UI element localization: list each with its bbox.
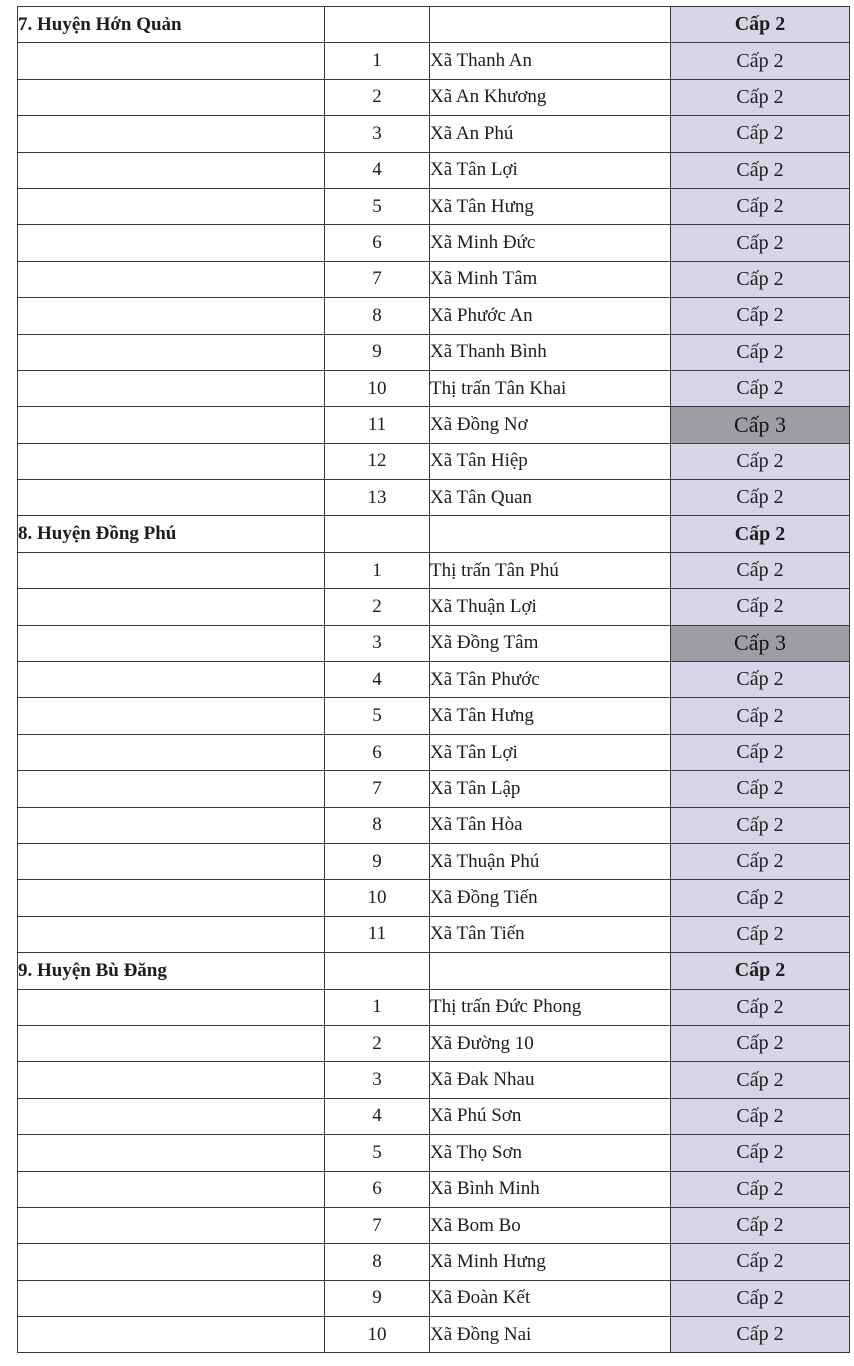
row-number: 2: [325, 1025, 430, 1061]
commune-level: Cấp 2: [671, 843, 850, 879]
commune-level: Cấp 2: [671, 443, 850, 479]
empty-cell: [18, 1171, 325, 1207]
empty-cell: [18, 370, 325, 406]
empty-cell: [18, 1244, 325, 1280]
commune-level: Cấp 2: [671, 370, 850, 406]
empty-cell: [325, 7, 430, 43]
commune-name: Xã Tân Tiến: [430, 916, 671, 952]
table-row: [18, 1062, 850, 1098]
empty-cell: [18, 1098, 325, 1134]
commune-level: Cấp 3: [671, 625, 850, 661]
empty-cell: [18, 1062, 325, 1098]
table-row: [18, 1317, 850, 1353]
table-row: [18, 1098, 850, 1134]
row-number: 3: [325, 625, 430, 661]
commune-name: Xã Thuận Lợi: [430, 589, 671, 625]
table-row: [18, 79, 850, 115]
empty-cell: [18, 698, 325, 734]
empty-cell: [18, 989, 325, 1025]
commune-name: Xã Tân Lập: [430, 771, 671, 807]
empty-cell: [18, 480, 325, 516]
empty-cell: [430, 516, 671, 552]
commune-level: Cấp 2: [671, 334, 850, 370]
district-name: 7. Huyện Hớn Quản: [18, 7, 325, 43]
table-row: [18, 698, 850, 734]
table-row: [18, 843, 850, 879]
commune-level: Cấp 2: [671, 552, 850, 588]
commune-name: Xã Tân Hiệp: [430, 443, 671, 479]
table-row: [18, 734, 850, 770]
table-row: [18, 989, 850, 1025]
commune-name: Xã An Khương: [430, 79, 671, 115]
empty-cell: [18, 116, 325, 152]
empty-cell: [430, 7, 671, 43]
commune-name: Xã Tân Phước: [430, 662, 671, 698]
commune-name: Xã An Phú: [430, 116, 671, 152]
district-level: Cấp 2: [671, 7, 850, 43]
commune-level: Cấp 2: [671, 225, 850, 261]
commune-level: Cấp 2: [671, 1062, 850, 1098]
empty-cell: [18, 843, 325, 879]
empty-cell: [18, 1280, 325, 1316]
row-number: 4: [325, 152, 430, 188]
commune-name: Xã Đak Nhau: [430, 1062, 671, 1098]
district-name: 8. Huyện Đồng Phú: [18, 516, 325, 552]
commune-level: Cấp 2: [671, 1025, 850, 1061]
empty-cell: [325, 953, 430, 989]
row-number: 5: [325, 698, 430, 734]
commune-name: Xã Bom Bo: [430, 1207, 671, 1243]
commune-name: Xã Tân Hưng: [430, 188, 671, 224]
empty-cell: [18, 625, 325, 661]
district-header-row: [18, 953, 850, 989]
district-name: 9. Huyện Bù Đăng: [18, 953, 325, 989]
empty-cell: [18, 880, 325, 916]
commune-name: Xã Đồng Nơ: [430, 407, 671, 443]
commune-name: Xã Phú Sơn: [430, 1098, 671, 1134]
commune-level: Cấp 2: [671, 188, 850, 224]
row-number: 3: [325, 1062, 430, 1098]
empty-cell: [18, 662, 325, 698]
table-row: [18, 225, 850, 261]
commune-level: Cấp 2: [671, 698, 850, 734]
table-row: [18, 370, 850, 406]
row-number: 10: [325, 1317, 430, 1353]
commune-name: Xã Thanh Bình: [430, 334, 671, 370]
row-number: 9: [325, 334, 430, 370]
commune-level: Cấp 2: [671, 79, 850, 115]
table-row: [18, 880, 850, 916]
district-header-row: [18, 7, 850, 43]
commune-name: Thị trấn Đức Phong: [430, 989, 671, 1025]
empty-cell: [18, 1317, 325, 1353]
empty-cell: [18, 1207, 325, 1243]
table-row: [18, 43, 850, 79]
commune-level: Cấp 2: [671, 1171, 850, 1207]
table-row: [18, 407, 850, 443]
row-number: 10: [325, 880, 430, 916]
commune-level: Cấp 2: [671, 298, 850, 334]
row-number: 9: [325, 1280, 430, 1316]
commune-level: Cấp 2: [671, 152, 850, 188]
row-number: 2: [325, 79, 430, 115]
table-row: [18, 1244, 850, 1280]
row-number: 11: [325, 407, 430, 443]
commune-name: Xã Tân Lợi: [430, 152, 671, 188]
row-number: 12: [325, 443, 430, 479]
commune-name: Thị trấn Tân Khai: [430, 370, 671, 406]
table-row: [18, 188, 850, 224]
table-row: [18, 552, 850, 588]
commune-level: Cấp 2: [671, 1317, 850, 1353]
row-number: 1: [325, 43, 430, 79]
row-number: 5: [325, 188, 430, 224]
commune-name: Xã Minh Đức: [430, 225, 671, 261]
district-level: Cấp 2: [671, 516, 850, 552]
row-number: 11: [325, 916, 430, 952]
row-number: 10: [325, 370, 430, 406]
row-number: 1: [325, 989, 430, 1025]
row-number: 8: [325, 1244, 430, 1280]
empty-cell: [325, 516, 430, 552]
commune-level: Cấp 2: [671, 662, 850, 698]
empty-cell: [18, 407, 325, 443]
empty-cell: [18, 734, 325, 770]
table-row: [18, 771, 850, 807]
district-level: Cấp 2: [671, 953, 850, 989]
empty-cell: [18, 334, 325, 370]
commune-name: Thị trấn Tân Phú: [430, 552, 671, 588]
commune-name: Xã Bình Minh: [430, 1171, 671, 1207]
table-row: [18, 1207, 850, 1243]
commune-level: Cấp 2: [671, 916, 850, 952]
commune-name: Xã Đường 10: [430, 1025, 671, 1061]
table-row: [18, 261, 850, 297]
commune-level: Cấp 2: [671, 480, 850, 516]
commune-name: Xã Thọ Sơn: [430, 1135, 671, 1171]
table-row: [18, 662, 850, 698]
row-number: 7: [325, 1207, 430, 1243]
commune-level: Cấp 2: [671, 989, 850, 1025]
table-body: [18, 7, 850, 1353]
table-row: [18, 589, 850, 625]
table-row: [18, 1025, 850, 1061]
commune-level: Cấp 2: [671, 589, 850, 625]
table-row: [18, 1135, 850, 1171]
commune-level: Cấp 2: [671, 1098, 850, 1134]
commune-level: Cấp 2: [671, 1244, 850, 1280]
commune-name: Xã Thuận Phú: [430, 843, 671, 879]
table-row: [18, 807, 850, 843]
table-row: [18, 1171, 850, 1207]
empty-cell: [18, 152, 325, 188]
commune-name: Xã Đoàn Kết: [430, 1280, 671, 1316]
row-number: 4: [325, 662, 430, 698]
row-number: 9: [325, 843, 430, 879]
row-number: 6: [325, 225, 430, 261]
district-header-row: [18, 516, 850, 552]
table-row: [18, 152, 850, 188]
commune-level: Cấp 2: [671, 1135, 850, 1171]
empty-cell: [18, 261, 325, 297]
commune-name: Xã Phước An: [430, 298, 671, 334]
commune-name: Xã Minh Tâm: [430, 261, 671, 297]
empty-cell: [18, 1025, 325, 1061]
empty-cell: [430, 953, 671, 989]
commune-name: Xã Tân Hưng: [430, 698, 671, 734]
empty-cell: [18, 589, 325, 625]
empty-cell: [18, 43, 325, 79]
table-row: [18, 334, 850, 370]
commune-level: Cấp 2: [671, 1207, 850, 1243]
empty-cell: [18, 443, 325, 479]
empty-cell: [18, 916, 325, 952]
table-row: [18, 443, 850, 479]
row-number: 4: [325, 1098, 430, 1134]
commune-name: Xã Tân Lợi: [430, 734, 671, 770]
table-row: [18, 480, 850, 516]
table-row: [18, 116, 850, 152]
commune-level: Cấp 2: [671, 1280, 850, 1316]
commune-name: Xã Minh Hưng: [430, 1244, 671, 1280]
row-number: 6: [325, 734, 430, 770]
row-number: 6: [325, 1171, 430, 1207]
empty-cell: [18, 771, 325, 807]
empty-cell: [18, 1135, 325, 1171]
empty-cell: [18, 298, 325, 334]
commune-level: Cấp 2: [671, 771, 850, 807]
row-number: 8: [325, 807, 430, 843]
row-number: 2: [325, 589, 430, 625]
empty-cell: [18, 188, 325, 224]
empty-cell: [18, 79, 325, 115]
row-number: 8: [325, 298, 430, 334]
empty-cell: [18, 552, 325, 588]
commune-level: Cấp 2: [671, 43, 850, 79]
commune-level: Cấp 2: [671, 261, 850, 297]
commune-level: Cấp 2: [671, 116, 850, 152]
row-number: 1: [325, 552, 430, 588]
table-row: [18, 1280, 850, 1316]
commune-name: Xã Đồng Nai: [430, 1317, 671, 1353]
commune-level-table: [17, 6, 850, 1353]
row-number: 3: [325, 116, 430, 152]
commune-name: Xã Thanh An: [430, 43, 671, 79]
commune-name: Xã Tân Hòa: [430, 807, 671, 843]
commune-name: Xã Đồng Tiến: [430, 880, 671, 916]
row-number: 7: [325, 771, 430, 807]
table-row: [18, 298, 850, 334]
empty-cell: [18, 807, 325, 843]
commune-level: Cấp 2: [671, 880, 850, 916]
table-row: [18, 625, 850, 661]
commune-level: Cấp 2: [671, 807, 850, 843]
commune-level: Cấp 2: [671, 734, 850, 770]
commune-name: Xã Tân Quan: [430, 480, 671, 516]
table-row: [18, 916, 850, 952]
commune-name: Xã Đồng Tâm: [430, 625, 671, 661]
row-number: 7: [325, 261, 430, 297]
row-number: 13: [325, 480, 430, 516]
commune-level: Cấp 3: [671, 407, 850, 443]
row-number: 5: [325, 1135, 430, 1171]
empty-cell: [18, 225, 325, 261]
